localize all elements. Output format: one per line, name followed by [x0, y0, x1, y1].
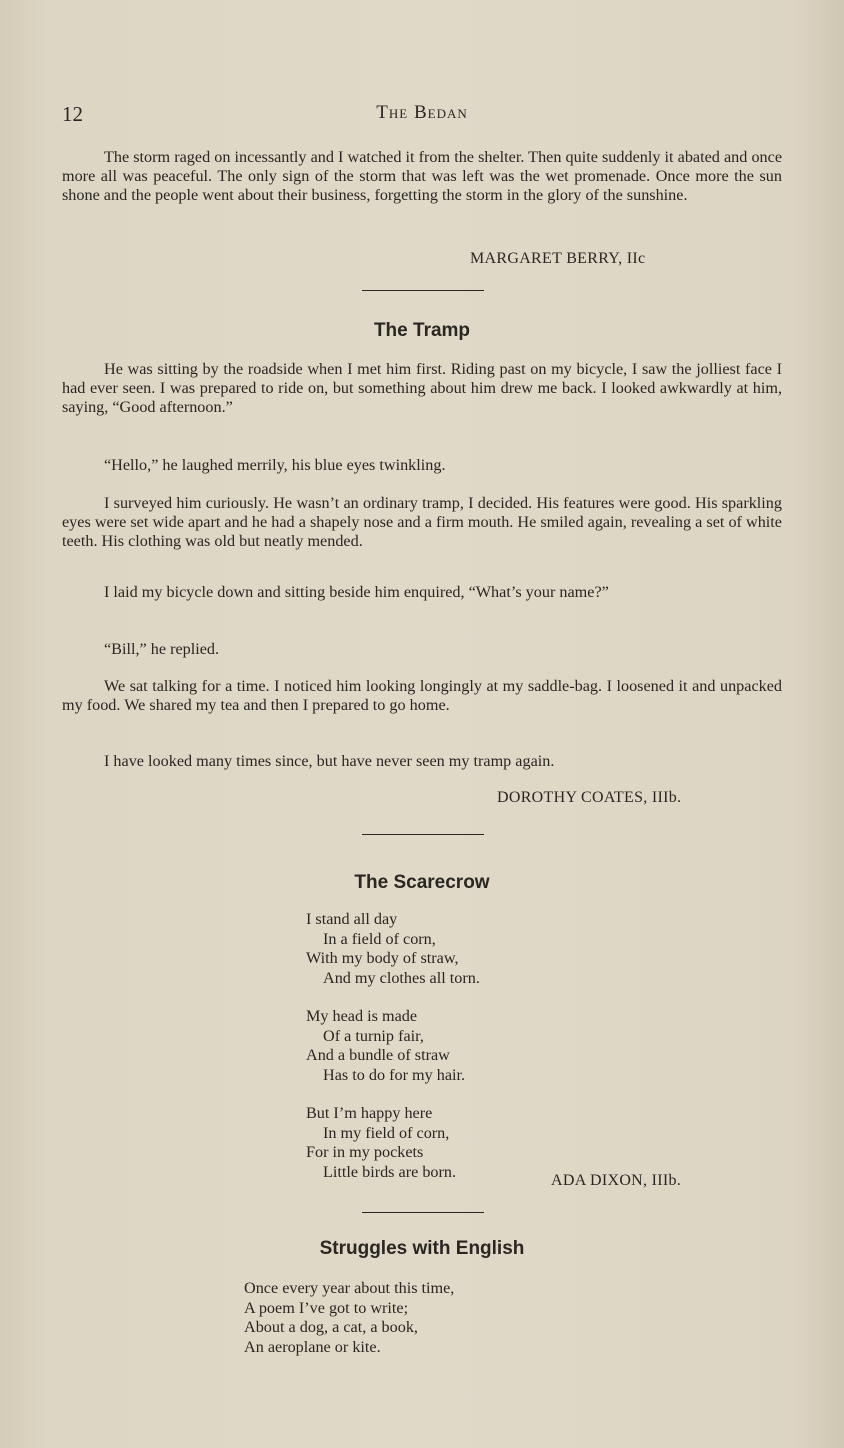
- divider: [362, 1212, 484, 1213]
- page-number: 12: [62, 102, 83, 126]
- tramp-body: [62, 583, 782, 602]
- scarecrow-poem: [306, 910, 746, 1201]
- tramp-body: [62, 494, 782, 551]
- poem-line: With my body of straw,: [306, 949, 459, 967]
- poem-stanza: [306, 1104, 746, 1182]
- poem-line: In my field of corn,: [323, 1123, 450, 1142]
- tramp-body: [62, 752, 782, 771]
- poem-line: Once every year about this time,: [244, 1279, 455, 1297]
- storm-text: The storm raged on incessantly and I watched it from the shelter. Then quite suddenly it abated and once more all was peaceful. The only sign of the storm that was left was the wet promenade. Once more the sun shone and the people went about their business, forgetting the storm in the glory of the sunshine.: [62, 148, 782, 204]
- tramp-body: [62, 360, 782, 417]
- poem-line: For in my pockets: [306, 1143, 424, 1161]
- scarecrow-author: ADA DIXON, IIIb.: [551, 1172, 682, 1189]
- tramp-body: [62, 640, 782, 659]
- tramp-paragraph: “Hello,” he laughed merrily, his blue eyes twinkling.: [104, 456, 446, 474]
- poem-line: And a bundle of straw: [306, 1046, 450, 1064]
- tramp-title: The Tramp: [373, 320, 471, 341]
- poem-line: And my clothes all torn.: [323, 968, 480, 987]
- poem-stanza: [306, 1007, 746, 1085]
- poem-line: In a field of corn,: [323, 929, 436, 948]
- poem-line: But I’m happy here: [306, 1104, 433, 1122]
- tramp-body: [62, 677, 782, 715]
- tramp-paragraph: I laid my bicycle down and sitting beside him enquired, “What’s your name?”: [104, 583, 609, 601]
- tramp-body: [62, 456, 782, 475]
- running-title: The Bedan: [376, 102, 468, 123]
- poem-line: An aeroplane or kite.: [244, 1337, 381, 1356]
- divider: [362, 290, 484, 291]
- scarecrow-title: The Scarecrow: [354, 872, 490, 893]
- storm-author: MARGARET BERRY, IIc: [470, 250, 646, 267]
- poem-line: Little birds are born.: [323, 1162, 457, 1181]
- poem-line: My head is made: [306, 1007, 418, 1025]
- english-poem: [244, 1279, 684, 1357]
- tramp-paragraph: “Bill,” he replied.: [104, 640, 220, 658]
- storm-paragraph: [62, 148, 782, 205]
- tramp-paragraph: He was sitting by the roadside when I met him first. Riding past on my bicycle, I saw the jolliest face I had ever seen. I was prepared to ride on, but something about him drew me back. I looked awkwardly at him, saying, “Good afternoon.”: [62, 360, 782, 416]
- poem-line: I stand all day: [306, 910, 398, 928]
- poem-line: A poem I’ve got to write;: [244, 1298, 409, 1317]
- poem-stanza: [306, 910, 746, 988]
- tramp-author: DOROTHY COATES, IIIb.: [497, 789, 682, 806]
- english-title: Struggles with English: [319, 1238, 525, 1259]
- divider: [362, 834, 484, 835]
- poem-line: Has to do for my hair.: [323, 1065, 466, 1084]
- tramp-paragraph: I surveyed him curiously. He wasn’t an ordinary tramp, I decided. His features were good. His sparkling eyes were set wide apart and he had a shapely nose and a firm mouth. He smiled again, revealing a set of white teeth. His clothing was old but neatly mended.: [62, 494, 782, 550]
- poem-line: Of a turnip fair,: [323, 1026, 424, 1045]
- poem-line: About a dog, a cat, a book,: [244, 1318, 418, 1336]
- tramp-paragraph: I have looked many times since, but have never seen my tramp again.: [104, 752, 555, 770]
- tramp-paragraph: We sat talking for a time. I noticed him looking longingly at my saddle-bag. I loosened it and unpacked my food. We shared my tea and then I prepared to go home.: [62, 677, 782, 714]
